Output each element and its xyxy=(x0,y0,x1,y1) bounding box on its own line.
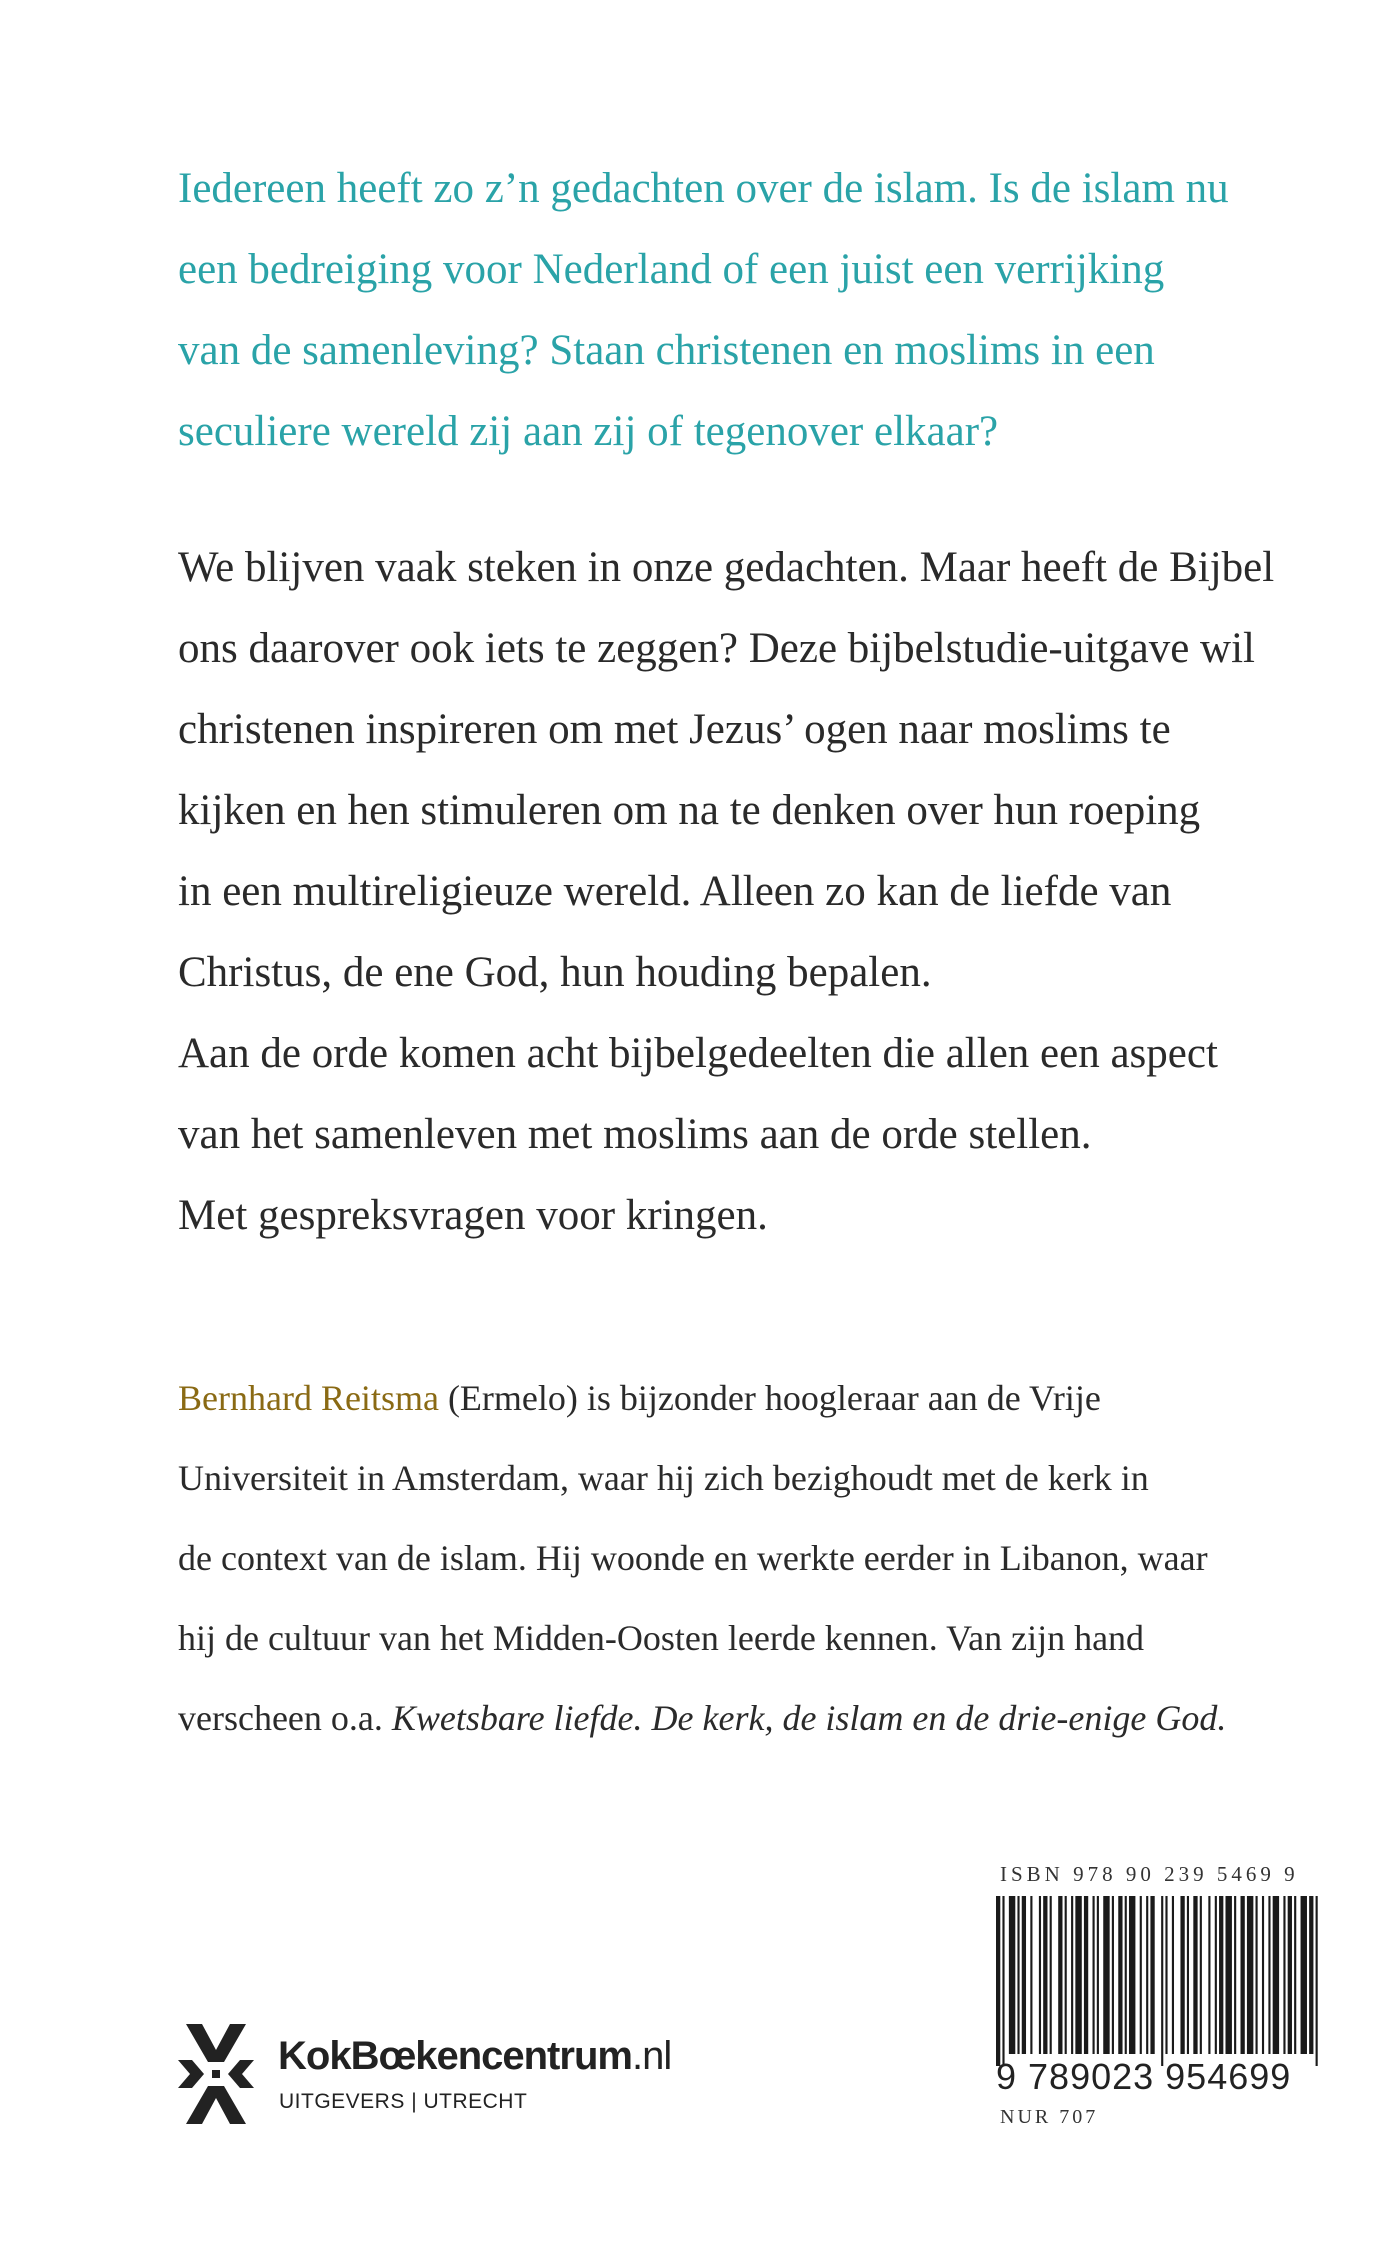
publisher-name-main: KokBœkencentrum xyxy=(278,2034,632,2078)
body-line: Christus, de ene God, hun houding bepalen. xyxy=(178,949,932,996)
barcode-bar xyxy=(1071,1896,1073,2054)
barcode-bar xyxy=(1301,1896,1307,2054)
barcode-bar xyxy=(996,1896,1000,2066)
publisher-logo xyxy=(178,2020,718,2130)
isbn-label: ISBN 978 90 239 5469 9 xyxy=(1000,1862,1299,1886)
lead-paragraph xyxy=(178,148,1338,472)
kok-boekencentrum-logo-icon xyxy=(178,2020,254,2128)
barcode-bar xyxy=(1146,1896,1148,2054)
author-bio-line xyxy=(178,1358,1338,1438)
publisher-name xyxy=(278,2034,671,2079)
barcode-bar xyxy=(1273,1896,1279,2054)
author-bio-text: (Ermelo) is bijzonder hoogleraar aan de Vrije xyxy=(438,1378,1101,1418)
barcode-bar xyxy=(1084,1896,1088,2054)
description-paragraph xyxy=(178,527,1338,1256)
barcode-bar xyxy=(1150,1896,1154,2054)
barcode-bar xyxy=(1165,1896,1167,2054)
author-bio-line xyxy=(178,1678,1338,1758)
barcode-bar xyxy=(1180,1896,1184,2054)
barcode-bar xyxy=(1103,1896,1109,2054)
body-line: Aan de orde komen acht bijbelgedeelten die allen een aspect xyxy=(178,1030,1218,1077)
barcode-bar xyxy=(1002,1896,1004,2066)
barcode-bar xyxy=(1125,1896,1127,2054)
barcode-bar xyxy=(1309,1896,1313,2054)
publisher-subtitle: UITGEVERS | UTRECHT xyxy=(279,2090,528,2113)
publisher-name-tld: .nl xyxy=(631,2034,672,2078)
barcode-bar xyxy=(1039,1896,1041,2054)
barcode-bar xyxy=(1288,1896,1292,2054)
body-line: in een multireligieuze wereld. Alleen zo kan de liefde van xyxy=(178,868,1172,915)
barcode-bar xyxy=(1058,1896,1062,2054)
barcode xyxy=(994,1896,1324,2066)
barcode-bar xyxy=(1234,1896,1236,2054)
barcode-bar xyxy=(1097,1896,1099,2054)
barcode-bar xyxy=(1268,1896,1270,2054)
author-bio-line: de context van de islam. Hij woonde en werkte eerder in Libanon, waar xyxy=(178,1538,1208,1578)
author-bio xyxy=(178,1358,1338,1758)
barcode-bar xyxy=(1118,1896,1122,2054)
barcode-bar xyxy=(1256,1896,1258,2054)
barcode-bar xyxy=(1050,1896,1052,2054)
barcode-bar xyxy=(1030,1896,1032,2054)
author-bio-text: verscheen o.a. xyxy=(178,1698,392,1738)
barcode-bar xyxy=(1208,1896,1210,2054)
barcode-bar xyxy=(1140,1896,1142,2054)
lead-line: seculiere wereld zij aan zij of tegenover elkaar? xyxy=(178,408,999,455)
barcode-bar xyxy=(1161,1896,1163,2066)
lead-line: Iedereen heeft zo z’n gedachten over de islam. Is de islam nu xyxy=(178,165,1229,212)
barcode-bar xyxy=(1129,1896,1135,2054)
author-bio-line: hij de cultuur van het Midden-Oosten leerde kennen. Van zijn hand xyxy=(178,1618,1145,1658)
barcode-bar xyxy=(1112,1896,1114,2054)
barcode-bar xyxy=(1172,1896,1174,2054)
book-title: Kwetsbare liefde. De kerk, de islam en de drie-enige God. xyxy=(391,1698,1227,1738)
barcode-bar xyxy=(1215,1896,1217,2054)
barcode-bar xyxy=(1225,1896,1231,2054)
barcode-bar xyxy=(1193,1896,1197,2054)
barcode-bar xyxy=(1283,1896,1285,2054)
author-name: Bernhard Reitsma xyxy=(178,1378,439,1418)
barcode-bar xyxy=(1219,1896,1223,2054)
barcode-bar xyxy=(1017,1896,1019,2054)
barcode-digits: 9 789023 954699 xyxy=(996,2056,1292,2097)
barcode-bar xyxy=(1022,1896,1026,2054)
barcode-bar xyxy=(1241,1896,1245,2054)
body-line: We blijven vaak steken in onze gedachten. Maar heeft de Bijbel xyxy=(178,544,1275,591)
barcode-bar xyxy=(1200,1896,1202,2054)
author-bio-line: Universiteit in Amsterdam, waar hij zich bezighoudt met de kerk in xyxy=(178,1458,1149,1498)
barcode-bar xyxy=(1065,1896,1067,2054)
barcode-bar xyxy=(1262,1896,1264,2054)
barcode-bar xyxy=(1294,1896,1296,2054)
body-line: christenen inspireren om met Jezus’ ogen naar moslims te xyxy=(178,706,1171,753)
barcode-block xyxy=(994,1862,1324,2152)
lead-line: van de samenleving? Staan christenen en moslims in een xyxy=(178,327,1155,374)
body-line: van het samenleven met moslims aan de orde stellen. xyxy=(178,1111,1092,1158)
lead-line: een bedreiging voor Nederland of een juist een verrijking xyxy=(178,246,1165,293)
barcode-bar xyxy=(1093,1896,1095,2054)
nur-code: NUR 707 xyxy=(1000,2106,1099,2128)
body-line: kijken en hen stimuleren om na te denken over hun roeping xyxy=(178,787,1201,834)
barcode-bar xyxy=(1075,1896,1081,2054)
barcode-bar xyxy=(1009,1896,1015,2054)
barcode-bar xyxy=(1316,1896,1318,2066)
barcode-bar xyxy=(1043,1896,1047,2054)
barcode-bar xyxy=(1187,1896,1189,2054)
barcode-bar xyxy=(1247,1896,1253,2054)
body-line: Met gespreksvragen voor kringen. xyxy=(178,1192,768,1239)
body-line: ons daarover ook iets te zeggen? Deze bijbelstudie-uitgave wil xyxy=(178,625,1255,672)
